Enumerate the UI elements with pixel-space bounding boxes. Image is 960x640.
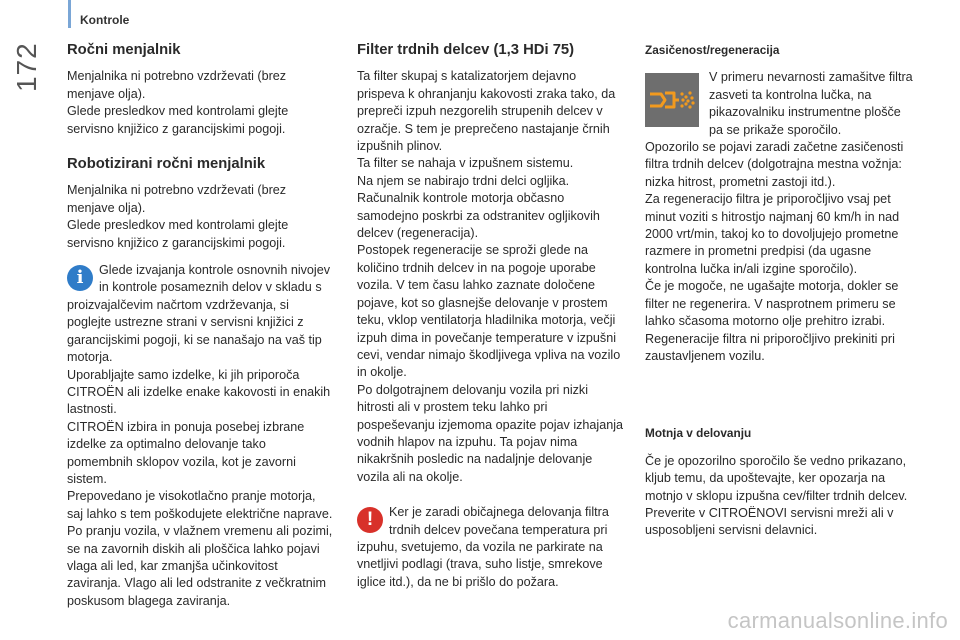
particle-filter-text-2: Ta filter se nahaja v izpušnem sistemu. (357, 156, 574, 171)
saturation-title: Zasičenost/regeneracija (645, 43, 780, 57)
manual-gearbox-text-1: Menjalnika ni potrebno vzdrževati (brez menjave olja). (67, 69, 287, 101)
saturation-text-2: Opozorilo se pojavi zaradi začetne zasičenosti filtra trdnih delcev (dolgotrajna mestna vožnja: nizka hitrost, prometni zastoji itd.). (645, 140, 904, 189)
section-marker (68, 0, 71, 28)
info-text-3: CITROËN izbira in ponuja posebej izbrane izdelke za optimalno delovanje tako pomembnih sklopov vozila, kot je zavorni sistem. (67, 419, 305, 486)
section-title: Kontrole (80, 13, 130, 27)
info-text-4: Prepovedano je visokotlačno pranje motorja, saj lahko s tem poškodujete električne naprave. (67, 489, 333, 521)
particle-filter-text-1: Ta filter skupaj s katalizatorjem dejavno prispeva k ohranjanju kakovosti zraka tako, da prepreči izpuh nezgorelih strupenih delcev v ozračje. S tem je preprečeno nastajanje črnih izpušnih plinov. (357, 69, 616, 154)
left-column (67, 42, 335, 610)
page-number: 172 (11, 42, 42, 92)
info-text-2: Uporabljajte samo izdelke, ki jih priporoča CITROËN ali izdelke enake kakovosti in enakih lastnosti. (67, 367, 331, 417)
info-text-1: Glede izvajanja kontrole osnovnih nivojev in kontrole posameznih delov v skladu s proizvajalčevim načrtom vzdrževanja, si poglejte ustrezne strani v servisni knjižici z garancijskimi pogoji, ki se nanašajo na vaš tip motorja. (67, 263, 331, 365)
saturation-text-4: Če je mogoče, ne ugašajte motorja, dokler se filter ne regenerira. V nasprotnem primeru se lahko sčasoma motorno olje prehitro izrabi. Regeneracije filtra ni priporočljivo prekiniti pri zaustavljenem vozilu. (645, 279, 899, 363)
malfunction-text-2: Preverite v CITROËNOVI servisni mreži ali v usposobljeni servisni delavnici. (645, 505, 894, 538)
particle-filter-text-5: Po dolgotrajnem delovanju vozila pri nizki hitrosti ali v prostem teku lahko pri pospeševanju izjemoma opazite pojav izhajanja vodnih hlapov na izpuhu. Ta pojav nima nikakršnih posledic na nadaljnje delovanje vozila ali na okolje. (357, 382, 624, 484)
warning-text: Ker je zaradi običajnega delovanja filtra trdnih delcev povečana temperatura pri izpuhu, svetujemo, da vozila ne parkirate na vnetljivi podlagi (trava, suho listje, smrekove iglice itd.), da ne bi prišlo do požara. (357, 505, 609, 589)
info-icon: i (67, 265, 93, 291)
particle-filter-title: Filter trdnih delcev (1,3 HDi 75) (357, 42, 575, 58)
saturation-text-1: V primeru nevarnosti zamašitve filtra zasveti ta kontrolna lučka, na pikazovalniku instrumentne plošče pa se prikaže sporočilo. (709, 70, 913, 137)
watermark: carmanualsonline.info (727, 608, 948, 633)
particle-filter-text-4: Postopek regeneracije se sproži glede na količino trdnih delcev in na pogoje uporabe vozila. V tem času lahko zaznate določene pojave, kot so glasnejše delovanje v prostem teku, vklop ventilatorja hladilnika motorja, večji izpuh dima in povečanje temperature v izpušni cevi, vendar nimajo škodljivega vpliva na vozilo in okolje. (357, 243, 621, 380)
right-column (645, 42, 915, 540)
particle-filter-warning-icon (645, 73, 699, 127)
manual-gearbox-title: Ročni menjalnik (67, 42, 181, 58)
warning-notice (357, 504, 627, 591)
middle-column (357, 42, 627, 591)
manual-gearbox-text-2: Glede presledkov med kontrolami glejte servisno knjižico z garancijskimi pogoji. (67, 104, 289, 136)
robotized-gearbox-text-1: Menjalnika ni potrebno vzdrževati (brez menjave olja). (67, 183, 287, 215)
particle-filter-text-3: Na njem se nabirajo trdni delci ogljika. Računalnik kontrole motorja občasno samodejno poskrbi za odstranitev ogljikovih delcev (regeneracija). (357, 173, 600, 241)
malfunction-text-1: Če je opozorilno sporočilo še vedno prikazano, kljub temu, da upoštevajte, ker opozarja na motnjo v sklopu izpušna cev/filter trdnih delcev. (645, 453, 908, 503)
info-notice (67, 262, 335, 610)
malfunction-title: Motnja v delovanju (645, 426, 752, 441)
robotized-gearbox-title: Robotizirani ročni menjalnik (67, 156, 266, 173)
saturation-text-3: Za regeneracijo filtra je priporočljivo vsaj pet minut voziti s hitrostjo najmanj 60 km/h in nad 2000 vrt/min, takoj ko to dovoljujejo prometne razmere in prometni predpisi (da ugasne kontrolna lučka in/ali izgine sporočilo). (645, 192, 900, 276)
info-text-5: Po pranju vozila, v vlažnem vremenu ali pozimi, se na zavornih diskih ali ploščica lahko pojavi vlaga ali led, kar zmanjša učinkovitost zaviranja. Vlago ali led odstranite z večkratnim poskusom blagega zaviranja. (67, 524, 333, 608)
robotized-gearbox-text-2: Glede presledkov med kontrolami glejte servisno knjižico z garancijskimi pogoji. (67, 218, 289, 250)
exclamation-icon: ! (357, 507, 383, 533)
